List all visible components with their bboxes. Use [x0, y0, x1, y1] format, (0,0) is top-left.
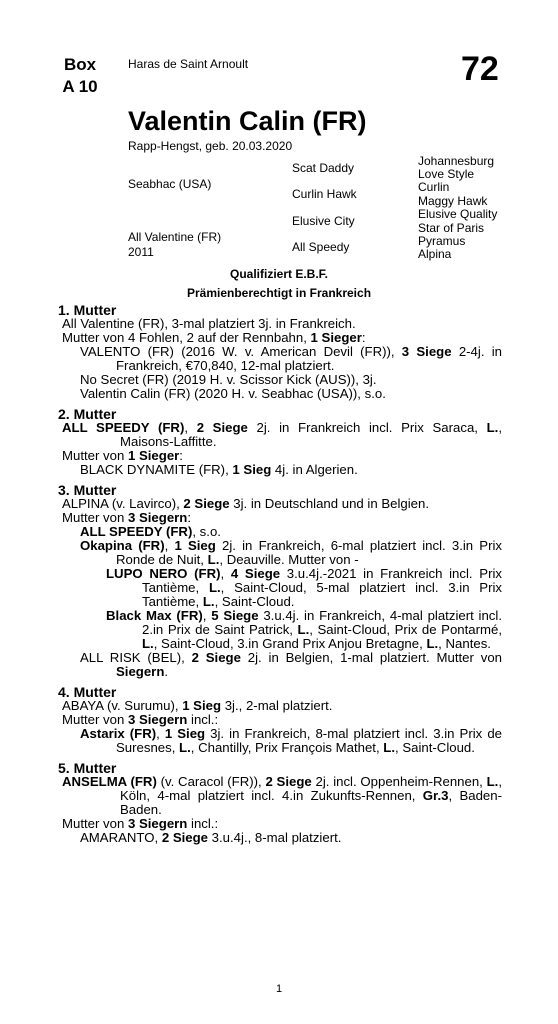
record-line: VALENTO (FR) (2016 W. v. American Devil (FR)), 3 Siege 2-4j. in Frankreich, €70,840, 12-mal platziert.: [80, 344, 502, 373]
qualifier-premium: Prämienberechtigt in Frankreich: [186, 286, 372, 300]
seller: Haras de Saint Arnoult: [128, 57, 249, 71]
record-line: BLACK DYNAMITE (FR), 1 Sieg 4j. in Algerien.: [80, 462, 358, 477]
box-number: [60, 54, 100, 98]
pedigree-dam: All Valentine (FR): [128, 230, 222, 244]
pedigree-gen2: Scat Daddy: [292, 161, 355, 175]
record-line: ALL SPEEDY (FR), 2 Siege 2j. in Frankreich incl. Prix Saraca, L., Maisons-Laffitte.: [62, 420, 503, 449]
record-line: Mutter von 1 Sieger:: [62, 448, 183, 463]
pedigree-gen3: Curlin: [418, 180, 450, 194]
record-line: ALL RISK (BEL), 2 Siege 2j. in Belgien, 1-mal platziert. Mutter von Siegern.: [80, 650, 502, 679]
produce-record: [58, 303, 502, 845]
record-line: Mutter von 3 Siegern:: [62, 510, 192, 525]
record-line: Black Max (FR), 5 Siege 3.u.4j. in Frankreich, 4-mal platziert incl. 2.in Prix de Saint Patrick, L., Saint-Cloud, Prix de Pontarmé, L., Saint-Cloud, 3.in Grand Prix Anjou Bretagne, L., Nantes.: [106, 608, 502, 651]
horse-description: Rapp-Hengst, geb. 20.03.2020: [128, 139, 293, 153]
record-line: LUPO NERO (FR), 4 Siege 3.u.4j.-2021 in Frankreich incl. Prix Tantième, L., Saint-Cloud, 5-mal platziert incl. 3.in Prix Tantième, L., Saint-Cloud.: [106, 566, 503, 609]
pedigree-gen2: All Speedy: [292, 240, 350, 254]
horse-name: Valentin Calin (FR): [128, 106, 367, 136]
pedigree-gen3: Maggy Hawk: [418, 194, 488, 208]
record-line: AMARANTO, 2 Siege 3.u.4j., 8-mal platziert.: [80, 830, 342, 845]
pedigree-gen3: Johannesburg: [418, 154, 495, 168]
record-line: Valentin Calin (FR) (2020 H. v. Seabhac (USA)), s.o.: [80, 386, 386, 401]
record-line: All Valentine (FR), 3-mal platziert 3j. in Frankreich.: [62, 316, 356, 331]
pedigree-gen2: Elusive City: [292, 214, 355, 228]
section-heading: 5. Mutter: [58, 760, 117, 776]
section-heading: 3. Mutter: [58, 482, 117, 498]
record-line: ABAYA (v. Surumu), 1 Sieg 3j., 2-mal platziert.: [62, 698, 333, 713]
pedigree-gen3: Pyramus: [418, 234, 466, 248]
record-line: No Secret (FR) (2019 H. v. Scissor Kick (AUS)), 3j.: [80, 372, 377, 387]
record-line: Mutter von 4 Fohlen, 2 auf der Rennbahn, 1 Sieger:: [62, 330, 366, 345]
pedigree-gen3: Elusive Quality: [418, 207, 498, 221]
page-number: 1: [275, 983, 283, 995]
section-heading: 1. Mutter: [58, 302, 117, 318]
box-label: Box: [63, 55, 97, 74]
pedigree-gen2: Curlin Hawk: [292, 187, 357, 201]
qualifiers: [0, 265, 558, 303]
box-value: A 10: [62, 77, 98, 96]
pedigree-gen3: Star of Paris: [418, 221, 485, 235]
record-line: Astarix (FR), 1 Sieg 3j. in Frankreich, 8-mal platziert incl. 3.in Prix de Suresnes, L., Chantilly, Prix François Mathet, L., Saint-Cloud.: [80, 726, 502, 755]
record-line: ALL SPEEDY (FR), s.o.: [80, 524, 221, 539]
pedigree-gen3: Love Style: [418, 167, 475, 181]
qualifier-ebf: Qualifiziert E.B.F.: [229, 267, 328, 281]
lot-number: 72: [461, 50, 499, 88]
pedigree-sire: Seabhac (USA): [128, 177, 212, 191]
section-heading: 4. Mutter: [58, 684, 117, 700]
record-line: Mutter von 3 Siegern incl.:: [62, 712, 219, 727]
record-line: Mutter von 3 Siegern incl.:: [62, 816, 219, 831]
record-line: Okapina (FR), 1 Sieg 2j. in Frankreich, 6-mal platziert incl. 3.in Prix Ronde de Nuit, L., Deauville. Mutter von -: [80, 538, 503, 567]
pedigree-dam-year: 2011: [128, 245, 154, 259]
record-line: ALPINA (v. Lavirco), 2 Siege 3j. in Deutschland und in Belgien.: [62, 496, 430, 511]
section-heading: 2. Mutter: [58, 406, 117, 422]
pedigree-gen3: Alpina: [418, 247, 452, 261]
record-line: ANSELMA (FR) (v. Caracol (FR)), 2 Siege 2j. incl. Oppenheim-Rennen, L., Köln, 4-mal platziert incl. 4.in Zukunfts-Rennen, Gr.3, Baden-Baden.: [62, 774, 503, 817]
